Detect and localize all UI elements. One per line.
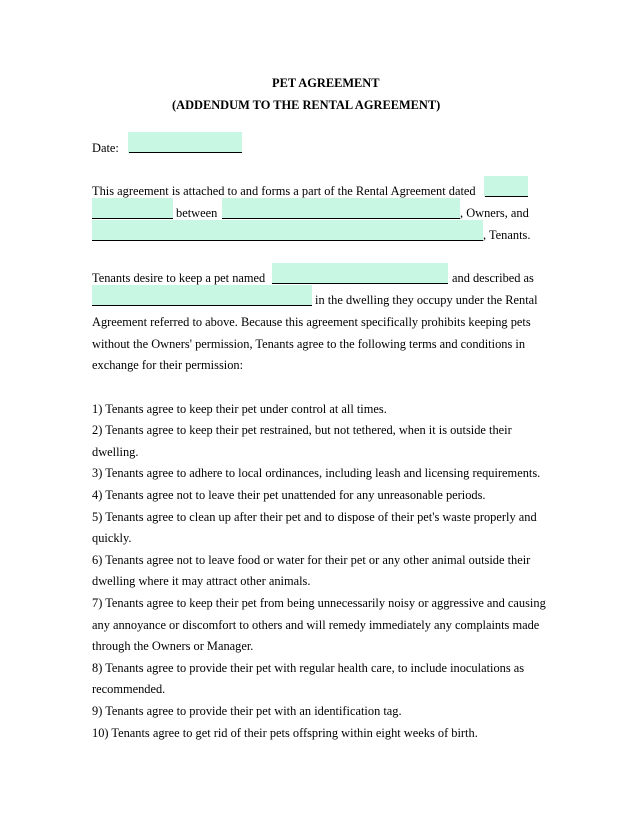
rental-agreement-date-continued-field[interactable] — [92, 198, 173, 219]
term-line: dwelling. — [92, 445, 139, 459]
term-line: quickly. — [92, 531, 132, 545]
term-line: 1) Tenants agree to keep their pet under control at all times. — [92, 402, 387, 416]
term-line: 8) Tenants agree to provide their pet with regular health care, to include inoculations as — [92, 661, 525, 675]
pet-line-1-end: and described as — [452, 271, 534, 285]
date-field[interactable] — [128, 132, 242, 153]
rental-agreement-date-continued-underline — [92, 218, 173, 219]
tenants-end-label: , Tenants. — [483, 228, 531, 242]
owners-and-label: , Owners, and — [460, 206, 529, 220]
intro-line-1: This agreement is attached to and forms a part of the Rental Agreement dated — [92, 184, 476, 198]
date-label: Date: — [92, 141, 119, 155]
tenants-field[interactable] — [92, 220, 483, 241]
owners-field[interactable] — [222, 198, 460, 219]
term-line: any annoyance or discomfort to others and will remedy immediately any complaints made — [92, 618, 540, 632]
term-line: 9) Tenants agree to provide their pet with an identification tag. — [92, 704, 402, 718]
term-line: 4) Tenants agree not to leave their pet unattended for any unreasonable periods. — [92, 488, 486, 502]
term-line: recommended. — [92, 682, 166, 696]
term-line: 2) Tenants agree to keep their pet restrained, but not tethered, when it is outside their — [92, 423, 512, 437]
pet-line-4: without the Owners' permission, Tenants agree to the following terms and conditions in — [92, 337, 526, 351]
term-line: 3) Tenants agree to adhere to local ordinances, including leash and licensing requirements. — [92, 466, 541, 480]
pet-line-1-start: Tenants desire to keep a pet named — [92, 271, 266, 285]
page-title: PET AGREEMENT — [272, 76, 380, 90]
tenants-underline — [92, 240, 483, 241]
pet-line-5: exchange for their permission: — [92, 358, 244, 372]
owners-underline — [222, 218, 460, 219]
pet-description-underline — [92, 305, 312, 306]
term-line: through the Owners or Manager. — [92, 639, 254, 653]
term-line: 7) Tenants agree to keep their pet from being unnecessarily noisy or aggressive and causing — [92, 596, 546, 610]
term-line: 10) Tenants agree to get rid of their pets offspring within eight weeks of birth. — [92, 726, 478, 740]
rental-agreement-date-field[interactable] — [484, 176, 528, 197]
pet-line-3: Agreement referred to above. Because this agreement specifically prohibits keeping pets — [92, 315, 531, 329]
between-label: between — [176, 206, 218, 220]
term-line: 5) Tenants agree to clean up after their pet and to dispose of their pet's waste properly and — [92, 510, 537, 524]
pet-name-field[interactable] — [272, 263, 448, 284]
term-line: 6) Tenants agree not to leave food or water for their pet or any other animal outside their — [92, 553, 531, 567]
term-line: dwelling where it may attract other animals. — [92, 574, 311, 588]
pet-description-field[interactable] — [92, 285, 312, 306]
pet-name-underline — [272, 283, 448, 284]
page-subtitle: (ADDENDUM TO THE RENTAL AGREEMENT) — [172, 98, 441, 112]
rental-agreement-date-underline — [485, 196, 528, 197]
pet-line-2-end: in the dwelling they occupy under the Rental — [315, 293, 538, 307]
date-underline — [129, 152, 242, 153]
